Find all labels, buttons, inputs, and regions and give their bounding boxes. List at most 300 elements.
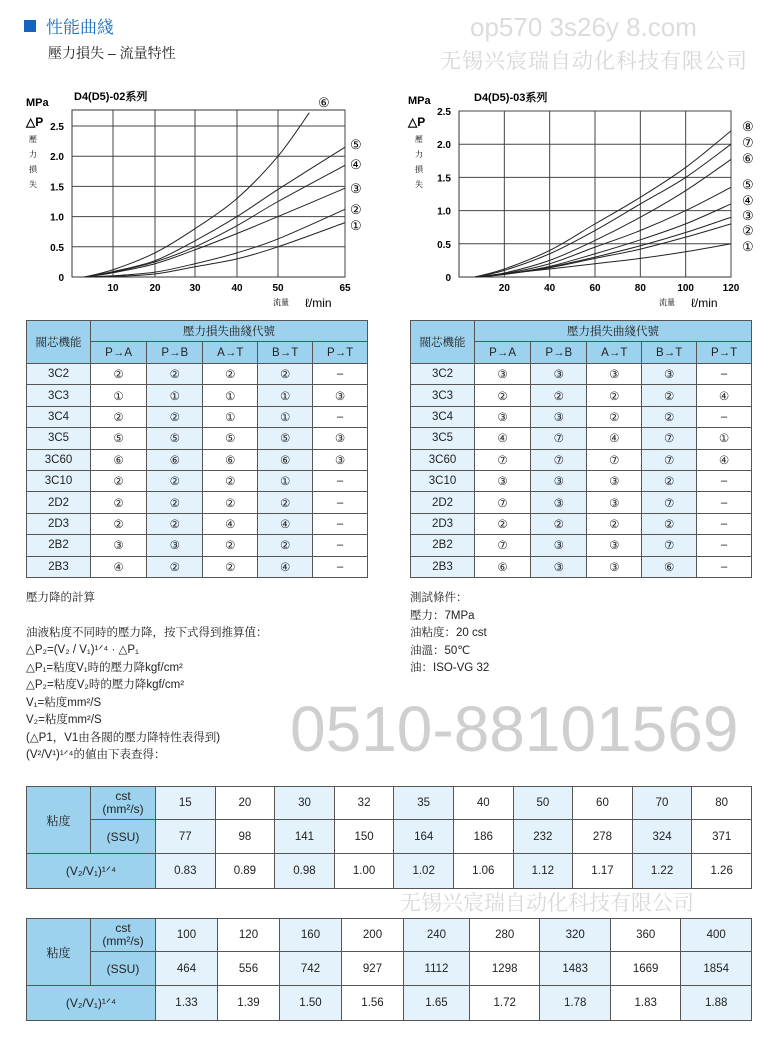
- curve-code: ②: [587, 385, 642, 406]
- table-row: [27, 428, 368, 449]
- table-row: [411, 556, 752, 577]
- curve-code: ⑤: [147, 428, 203, 449]
- cst-value: 15: [156, 787, 216, 820]
- cst-label: cst (mm²/s): [91, 919, 156, 952]
- section-subtitle: 壓力損失 – 流量特性: [48, 45, 176, 61]
- curve-code: ③: [531, 406, 587, 427]
- curve-code: ③: [587, 535, 642, 556]
- table-row: [27, 492, 368, 513]
- x-tick-label: 20: [149, 283, 161, 294]
- curve-code: ③: [531, 556, 587, 577]
- curve-code: –: [697, 513, 752, 534]
- curve-code: ②: [147, 364, 203, 385]
- ssu-value: 232: [513, 820, 573, 854]
- valve-code: 2B2: [27, 535, 91, 556]
- curve-code: ⑥: [642, 556, 697, 577]
- curve-code: ②: [475, 385, 531, 406]
- ratio-value: 0.83: [156, 854, 216, 889]
- curve-code: ⑦: [642, 428, 697, 449]
- curve-code: ②: [642, 385, 697, 406]
- curve-code: ①: [258, 406, 313, 427]
- curve-code: –: [697, 492, 752, 513]
- x-tick-label: 40: [544, 283, 556, 294]
- curve-code: ④: [587, 428, 642, 449]
- x-tick-label: 10: [107, 283, 119, 294]
- curve-code: ②: [258, 364, 313, 385]
- test-title: 測試條件：: [410, 592, 468, 604]
- table-row: [27, 535, 368, 556]
- curve-code: ③: [587, 364, 642, 385]
- watermark-company: 无锡兴宸瑞自动化科技有限公司: [440, 50, 748, 73]
- y-symbol: △P: [408, 115, 426, 129]
- y-tick-label: 0.5: [50, 242, 64, 254]
- table-row: [27, 406, 368, 427]
- series-line-4: [84, 165, 345, 277]
- cst-value: 70: [632, 787, 692, 820]
- table-row: [411, 364, 752, 385]
- cst-value: 80: [692, 787, 752, 820]
- curve-code: ②: [91, 492, 147, 513]
- curve-code: ②: [147, 470, 203, 491]
- x-label: 流量: [273, 298, 289, 307]
- x-tick-label: 40: [231, 283, 243, 294]
- x-tick-label: 60: [589, 283, 601, 294]
- test-conditions: [410, 590, 489, 678]
- curve-code: ②: [91, 470, 147, 491]
- valve-code: 3C3: [27, 385, 91, 406]
- ssu-value: 98: [215, 820, 275, 854]
- curve-code: ③: [642, 364, 697, 385]
- ssu-label: (SSU): [91, 820, 156, 854]
- series-label-8: ⑧: [742, 119, 754, 134]
- test-line: 油：ISO-VG 32: [410, 662, 490, 674]
- y-tick-label: 2.5: [50, 122, 64, 133]
- curve-code: ③: [475, 470, 531, 491]
- ssu-value: 464: [156, 952, 218, 986]
- x-tick-label: 50: [272, 283, 284, 294]
- x-unit: ℓ/min: [305, 296, 332, 310]
- corner-header: 閥芯機能: [411, 321, 475, 364]
- cst-value: 20: [215, 787, 275, 820]
- valve-code: 2D2: [411, 492, 475, 513]
- curve-code: –: [697, 364, 752, 385]
- valve-code: 2B3: [27, 556, 91, 577]
- valve-code: 2D3: [27, 513, 91, 534]
- series-label-2: ②: [350, 202, 362, 217]
- curve-code: –: [697, 556, 752, 577]
- x-tick-label: 100: [677, 283, 695, 294]
- valve-table-02: [26, 320, 368, 578]
- y-label-char: 損: [415, 165, 423, 174]
- calc-line: V₂=粘度mm²/S: [26, 714, 102, 726]
- series-line-2: [84, 209, 345, 277]
- curve-code: –: [313, 364, 368, 385]
- curve-code: ②: [91, 364, 147, 385]
- curve-code: ④: [697, 385, 752, 406]
- corner-header: 閥芯機能: [27, 321, 91, 364]
- column-header: B→T: [642, 342, 697, 364]
- valve-code: 2B2: [411, 535, 475, 556]
- curve-code: ①: [147, 385, 203, 406]
- y-tick-label: 1.5: [50, 182, 64, 194]
- ssu-value: 141: [275, 820, 335, 854]
- curve-code: ④: [258, 556, 313, 577]
- ssu-value: 150: [334, 820, 394, 854]
- curve-code: ③: [313, 428, 368, 449]
- viscosity-table-2: [26, 918, 752, 1021]
- ratio-value: 1.83: [610, 986, 680, 1021]
- curve-code: ⑦: [475, 535, 531, 556]
- ssu-value: 1483: [540, 952, 610, 986]
- ratio-label: (V₂/V₁)¹ᐟ⁴: [27, 986, 156, 1021]
- cst-value: 30: [275, 787, 335, 820]
- curve-code: ②: [258, 535, 313, 556]
- curve-code: ⑤: [91, 428, 147, 449]
- valve-code: 2B3: [411, 556, 475, 577]
- curve-code: ②: [587, 406, 642, 427]
- curve-code: ③: [147, 535, 203, 556]
- ratio-value: 1.06: [453, 854, 513, 889]
- calc-block: [26, 590, 268, 765]
- curve-code: ②: [203, 470, 258, 491]
- curve-code: ③: [475, 364, 531, 385]
- y-label-char: 力: [29, 150, 37, 159]
- y-tick-label: 1.0: [437, 206, 451, 218]
- curve-code: ②: [587, 513, 642, 534]
- table-row: [27, 449, 368, 470]
- y-unit: MPa: [408, 95, 431, 107]
- table-row: [27, 556, 368, 577]
- ssu-value: 186: [453, 820, 513, 854]
- series-label-1: ①: [742, 239, 754, 254]
- series-line-5: [475, 187, 731, 277]
- series-label-7: ⑦: [742, 135, 754, 150]
- curve-code: ②: [91, 513, 147, 534]
- curve-code: ②: [531, 385, 587, 406]
- test-line: 壓力：7MPa: [410, 609, 475, 622]
- ratio-value: 1.17: [573, 854, 633, 889]
- column-header: P→A: [91, 342, 147, 364]
- curve-code: ⑦: [531, 428, 587, 449]
- curve-code: ④: [258, 513, 313, 534]
- curve-code: ②: [147, 556, 203, 577]
- ssu-value: 371: [692, 820, 752, 854]
- x-unit: ℓ/min: [691, 296, 718, 310]
- curve-code: ②: [642, 513, 697, 534]
- test-line: 油粘度：20 cst: [410, 627, 487, 639]
- cst-value: 50: [513, 787, 573, 820]
- cst-value: 280: [469, 919, 539, 952]
- curve-code: ③: [91, 535, 147, 556]
- curve-code: –: [697, 406, 752, 427]
- chart-0: [25, 89, 362, 310]
- ssu-value: 77: [156, 820, 216, 854]
- ratio-value: 1.88: [681, 986, 752, 1021]
- cst-value: 400: [681, 919, 752, 952]
- curve-code: ①: [91, 385, 147, 406]
- curve-code: –: [313, 535, 368, 556]
- watermark-phone: 0510-88101569: [290, 693, 739, 765]
- valve-code: 2D2: [27, 492, 91, 513]
- cst-value: 160: [280, 919, 342, 952]
- curve-code: ①: [258, 385, 313, 406]
- calc-line: △P₂=粘度V₂時的壓力降kgf/cm²: [26, 679, 185, 691]
- ratio-value: 1.56: [342, 986, 404, 1021]
- cst-value: 35: [394, 787, 454, 820]
- table-row: [411, 406, 752, 427]
- y-tick-label: 0: [58, 273, 64, 284]
- curve-code: ②: [203, 492, 258, 513]
- table-row: [411, 449, 752, 470]
- curve-code: ⑤: [203, 428, 258, 449]
- ratio-value: 1.02: [394, 854, 454, 889]
- x-tick-label: 120: [722, 283, 740, 294]
- cst-value: 200: [342, 919, 404, 952]
- curve-code: ②: [258, 492, 313, 513]
- valve-code: 2D3: [411, 513, 475, 534]
- chart-1: [407, 90, 754, 310]
- ssu-label: (SSU): [91, 952, 156, 986]
- curve-code: ③: [475, 406, 531, 427]
- curve-code: ③: [587, 556, 642, 577]
- series-label-4: ④: [742, 193, 754, 208]
- chart-title: D4(D5)-03系列: [474, 92, 548, 104]
- ratio-value: 1.78: [540, 986, 610, 1021]
- section-title-text: 性能曲綫: [46, 18, 114, 37]
- ratio-value: 1.50: [280, 986, 342, 1021]
- table-row: [27, 470, 368, 491]
- y-tick-label: 2.0: [50, 152, 64, 164]
- table-row: [411, 513, 752, 534]
- y-label-char: 壓: [29, 135, 37, 144]
- curve-code: ④: [475, 428, 531, 449]
- curve-code: ②: [642, 406, 697, 427]
- curve-code: –: [313, 492, 368, 513]
- chart-title: D4(D5)-02系列: [74, 91, 148, 103]
- series-label-5: ⑤: [350, 137, 362, 152]
- y-tick-label: 2.5: [437, 107, 451, 118]
- ratio-value: 1.39: [218, 986, 280, 1021]
- valve-code: 3C10: [411, 470, 475, 491]
- curve-code: ⑥: [203, 449, 258, 470]
- valve-code: 3C3: [411, 385, 475, 406]
- y-label-char: 壓: [415, 135, 423, 144]
- curve-code: –: [697, 535, 752, 556]
- ratio-value: 1.65: [404, 986, 470, 1021]
- cst-label: cst (mm²/s): [91, 787, 156, 820]
- cst-value: 32: [334, 787, 394, 820]
- curve-code: –: [313, 513, 368, 534]
- curve-code: ②: [203, 364, 258, 385]
- curve-code: ②: [203, 556, 258, 577]
- table-row: [411, 535, 752, 556]
- curve-code: ⑦: [587, 449, 642, 470]
- column-header: A→T: [587, 342, 642, 364]
- ssu-value: 324: [632, 820, 692, 854]
- curve-code: ③: [531, 492, 587, 513]
- y-tick-label: 1.0: [50, 212, 64, 224]
- column-header: P→T: [313, 342, 368, 364]
- curve-code: ③: [313, 385, 368, 406]
- charts: [0, 0, 780, 320]
- ssu-value: 556: [218, 952, 280, 986]
- valve-code: 3C4: [411, 406, 475, 427]
- curve-code: ②: [147, 492, 203, 513]
- column-header: P→B: [147, 342, 203, 364]
- viscosity-label: 粘度: [27, 919, 91, 986]
- curve-code: ③: [531, 470, 587, 491]
- column-header: P→T: [697, 342, 752, 364]
- ssu-value: 278: [573, 820, 633, 854]
- cst-value: 240: [404, 919, 470, 952]
- curve-code: ③: [587, 492, 642, 513]
- curve-code: ⑦: [475, 449, 531, 470]
- ratio-value: 0.89: [215, 854, 275, 889]
- y-symbol: △P: [26, 115, 44, 129]
- table-row: [411, 470, 752, 491]
- curve-code: ⑤: [258, 428, 313, 449]
- ratio-value: 1.72: [469, 986, 539, 1021]
- ssu-value: 742: [280, 952, 342, 986]
- curve-code: ①: [697, 428, 752, 449]
- series-label-6: ⑥: [742, 151, 754, 166]
- valve-code: 3C5: [411, 428, 475, 449]
- ssu-value: 1669: [610, 952, 680, 986]
- x-tick-label: 30: [189, 283, 201, 294]
- test-line: 油溫：50℃: [410, 644, 471, 657]
- watermark-company-2: 无锡兴宸瑞自动化科技有限公司: [400, 892, 694, 915]
- ratio-label: (V₂/V₁)¹ᐟ⁴: [27, 854, 156, 889]
- column-header: P→B: [531, 342, 587, 364]
- y-label-char: 力: [415, 150, 423, 159]
- calc-line: V₁=粘度mm²/S: [26, 696, 102, 709]
- curve-code: ③: [531, 364, 587, 385]
- table-row: [27, 385, 368, 406]
- cst-value: 100: [156, 919, 218, 952]
- series-label-3: ③: [350, 181, 362, 196]
- curve-code: ③: [531, 535, 587, 556]
- curve-code: ⑦: [642, 449, 697, 470]
- table-row: [411, 428, 752, 449]
- viscosity-table-1: [26, 786, 752, 889]
- valve-code: 3C2: [411, 364, 475, 385]
- curve-code: ⑥: [258, 449, 313, 470]
- y-label-char: 損: [29, 165, 37, 174]
- ratio-value: 1.12: [513, 854, 573, 889]
- calc-line: △P₂=(V₂ / V₁)¹ᐟ⁴ · △P₁: [26, 644, 139, 656]
- x-tick-label: 65: [339, 283, 351, 294]
- curve-code: ⑦: [642, 535, 697, 556]
- calc-line: (V²/V¹)¹ᐟ⁴的値由下表查得：: [26, 749, 166, 761]
- table-row: [411, 385, 752, 406]
- curve-code: –: [313, 470, 368, 491]
- y-tick-label: 1.5: [437, 173, 451, 185]
- series-line-6: [84, 113, 309, 277]
- group-header: 壓力損失曲綫代號: [91, 321, 368, 342]
- ssu-value: 1854: [681, 952, 752, 986]
- curve-code: ②: [475, 513, 531, 534]
- cst-value: 320: [540, 919, 610, 952]
- y-tick-label: 0: [445, 273, 451, 284]
- calc-intro: 油液粘度不同時的壓力降，按下式得到推算值：: [26, 626, 268, 639]
- valve-code: 3C60: [411, 449, 475, 470]
- y-tick-label: 2.0: [437, 140, 451, 152]
- ssu-value: 164: [394, 820, 454, 854]
- valve-code: 3C10: [27, 470, 91, 491]
- cst-value: 60: [573, 787, 633, 820]
- valve-code: 3C2: [27, 364, 91, 385]
- curve-code: –: [697, 470, 752, 491]
- curve-code: ①: [203, 385, 258, 406]
- curve-code: ③: [313, 449, 368, 470]
- calc-line: (△P1，V1由各閥的壓力降特性表得到): [26, 731, 221, 744]
- curve-code: ⑥: [91, 449, 147, 470]
- curve-code: ②: [203, 535, 258, 556]
- curve-code: ⑦: [475, 492, 531, 513]
- series-label-1: ①: [350, 218, 362, 233]
- ratio-value: 0.98: [275, 854, 335, 889]
- curve-code: ①: [203, 406, 258, 427]
- curve-code: ⑦: [531, 449, 587, 470]
- curve-code: ④: [697, 449, 752, 470]
- series-label-3: ③: [742, 208, 754, 223]
- y-label-char: 失: [415, 180, 423, 189]
- ssu-value: 1298: [469, 952, 539, 986]
- ratio-value: 1.26: [692, 854, 752, 889]
- series-label-6: ⑥: [318, 95, 330, 110]
- curve-code: ④: [203, 513, 258, 534]
- curve-code: ⑦: [642, 492, 697, 513]
- ssu-value: 1112: [404, 952, 470, 986]
- cst-value: 40: [453, 787, 513, 820]
- curve-code: ②: [642, 470, 697, 491]
- column-header: B→T: [258, 342, 313, 364]
- curve-code: –: [313, 556, 368, 577]
- column-header: P→A: [475, 342, 531, 364]
- curve-code: ③: [587, 470, 642, 491]
- curve-code: ②: [147, 406, 203, 427]
- calc-line: △P₁=粘度V₁時的壓力降kgf/cm²: [26, 661, 183, 674]
- valve-table-03: [410, 320, 752, 578]
- table-row: [27, 364, 368, 385]
- calc-title: 壓力降的計算: [26, 592, 95, 604]
- valve-code: 3C5: [27, 428, 91, 449]
- ratio-value: 1.22: [632, 854, 692, 889]
- valve-code: 3C4: [27, 406, 91, 427]
- x-tick-label: 80: [634, 283, 646, 294]
- series-line-5: [84, 147, 345, 277]
- viscosity-label: 粘度: [27, 787, 91, 854]
- ratio-value: 1.33: [156, 986, 218, 1021]
- curve-code: ④: [91, 556, 147, 577]
- curve-code: ⑥: [147, 449, 203, 470]
- x-tick-label: 20: [498, 283, 510, 294]
- group-header: 壓力損失曲綫代號: [475, 321, 752, 342]
- curve-code: –: [313, 406, 368, 427]
- curve-code: ⑥: [475, 556, 531, 577]
- cst-value: 360: [610, 919, 680, 952]
- column-header: A→T: [203, 342, 258, 364]
- watermark-url: op570 3s26y 8.com: [470, 12, 697, 42]
- table-row: [27, 513, 368, 534]
- x-label: 流量: [659, 298, 675, 307]
- y-unit: MPa: [26, 97, 49, 109]
- ratio-value: 1.00: [334, 854, 394, 889]
- table-row: [411, 492, 752, 513]
- series-label-4: ④: [350, 157, 362, 172]
- cst-value: 120: [218, 919, 280, 952]
- y-tick-label: 0.5: [437, 239, 451, 251]
